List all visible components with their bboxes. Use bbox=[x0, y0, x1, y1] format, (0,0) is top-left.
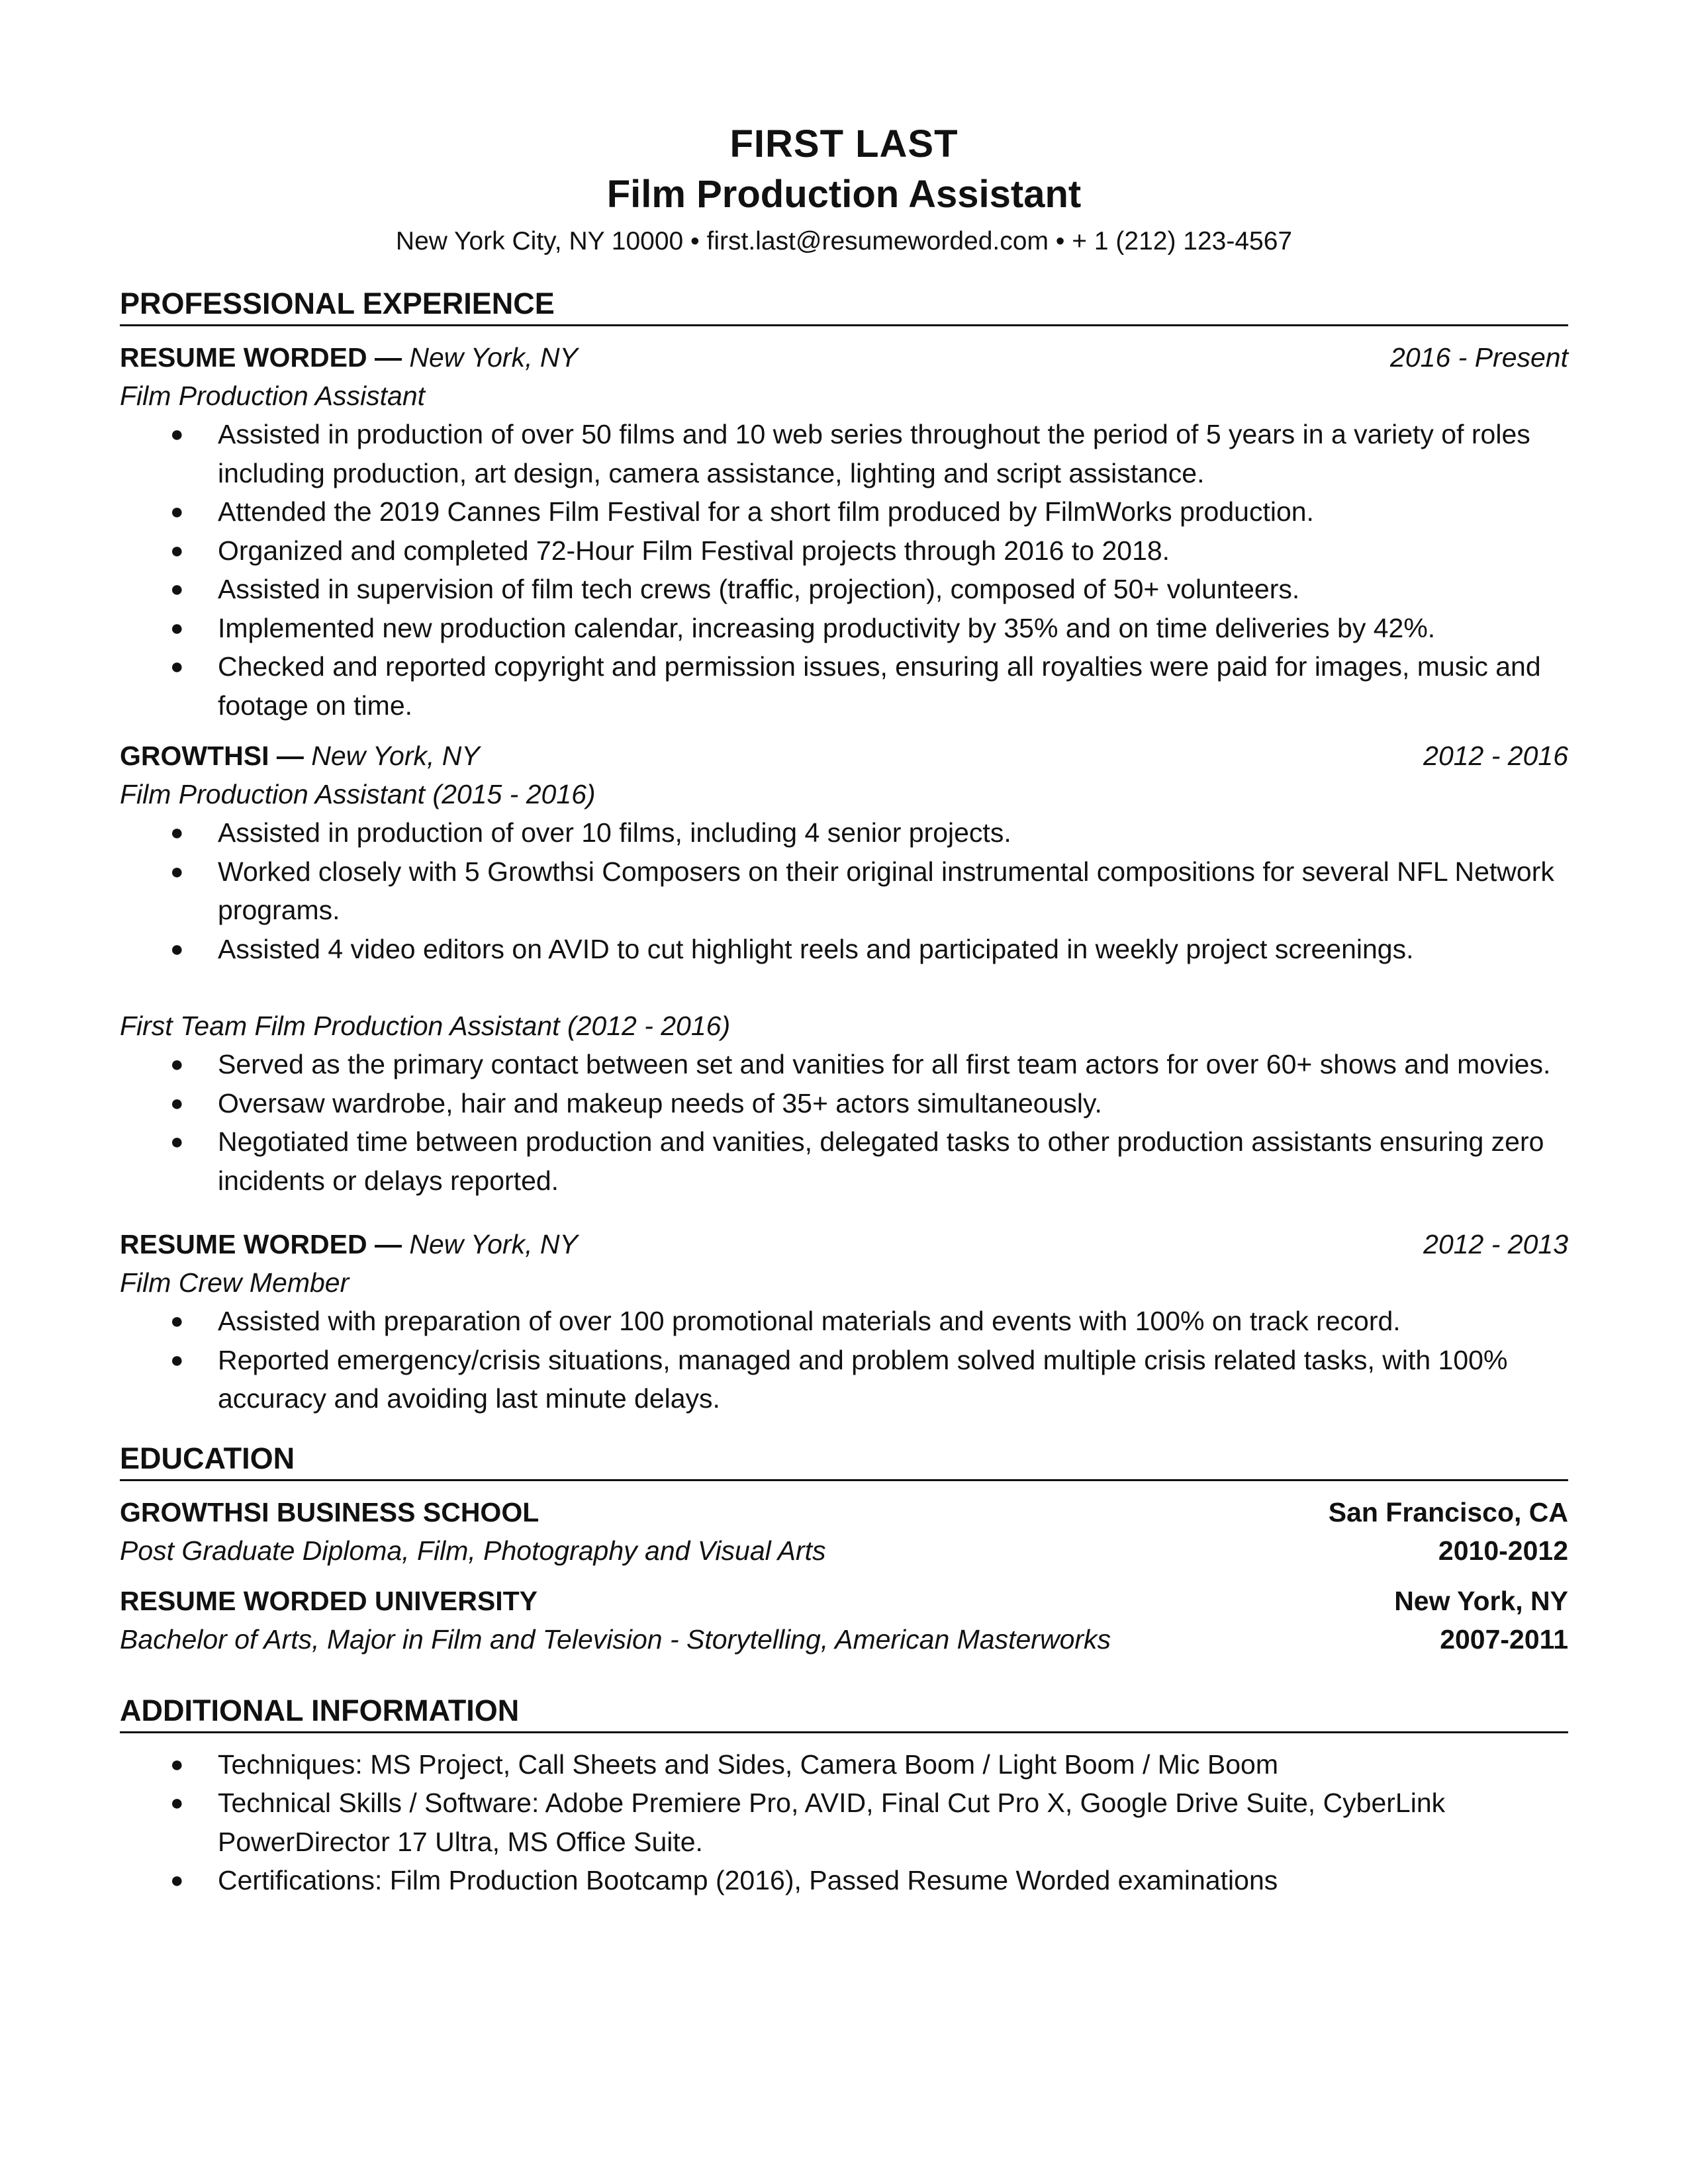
job-location: New York, NY bbox=[409, 342, 578, 373]
bullet-icon: ● bbox=[170, 1052, 184, 1077]
additional-section-title: ADDITIONAL INFORMATION bbox=[120, 1690, 1568, 1733]
list-item: ● Assisted with preparation of over 100 promotional materials and events with 100% on track record. bbox=[120, 1302, 1568, 1341]
school-location: San Francisco, CA bbox=[1328, 1496, 1568, 1527]
job-role-title: Film Production Assistant (2015 - 2016) bbox=[120, 779, 596, 809]
job-dates: 2012 - 2016 bbox=[1423, 741, 1568, 771]
bullet-icon: ● bbox=[170, 1129, 184, 1154]
job-header bbox=[120, 1225, 1568, 1263]
resume-content bbox=[120, 119, 1568, 1900]
bullet-icon: ● bbox=[170, 615, 184, 641]
job-bullets bbox=[120, 415, 1568, 725]
list-item: ● Certifications: Film Production Bootcamp (2016), Passed Resume Worded examinations bbox=[120, 1861, 1568, 1900]
experience-section-title: PROFESSIONAL EXPERIENCE bbox=[120, 283, 1568, 326]
bullet-icon: ● bbox=[170, 1790, 184, 1815]
education-section-title: EDUCATION bbox=[120, 1438, 1568, 1481]
list-item: ● Worked closely with 5 Growthsi Composers on their original instrumental compositions for several NFL Network programs. bbox=[120, 852, 1568, 930]
job-location: New York, NY bbox=[311, 741, 480, 771]
job-company: RESUME WORDED — bbox=[120, 1229, 402, 1259]
job-dates: 2016 - Present bbox=[1390, 342, 1568, 373]
job-role-title: First Team Film Production Assistant (2012 - 2016) bbox=[120, 1011, 731, 1041]
job-role-title: Film Production Assistant bbox=[120, 381, 426, 411]
list-item: ● Negotiated time between production and vanities, delegated tasks to other production assistants ensuring zero incidents or delays reported. bbox=[120, 1122, 1568, 1200]
bullet-icon: ● bbox=[170, 858, 184, 884]
list-item: ● Assisted 4 video editors on AVID to cut highlight reels and participated in weekly project screenings. bbox=[120, 930, 1568, 969]
job-bullets bbox=[120, 813, 1568, 968]
job-role-title: Film Crew Member bbox=[120, 1267, 350, 1298]
list-item: ● Checked and reported copyright and permission issues, ensuring all royalties were paid for images, music and footage on time. bbox=[120, 647, 1568, 725]
job-header bbox=[120, 338, 1568, 377]
bullet-icon: ● bbox=[170, 936, 184, 962]
list-item: ● Served as the primary contact between set and vanities for all first team actors for over 60+ shows and movies. bbox=[120, 1045, 1568, 1084]
contact-line: New York City, NY 10000 • first.last@resumeworded.com • + 1 (212) 123-4567 bbox=[395, 227, 1293, 255]
bullet-icon: ● bbox=[170, 422, 184, 447]
bullet-icon: ● bbox=[170, 1347, 184, 1373]
list-item: ● Assisted in production of over 10 films, including 4 senior projects. bbox=[120, 813, 1568, 852]
resume-header bbox=[120, 119, 1568, 263]
school-degree: Bachelor of Arts, Major in Film and Television - Storytelling, American Masterworks bbox=[120, 1623, 1111, 1655]
job-bullets bbox=[120, 1302, 1568, 1418]
job-bullets bbox=[120, 1045, 1568, 1200]
list-item: ● Assisted in production of over 50 films and 10 web series throughout the period of 5 years in a variety of roles including production, art design, camera assistance, lighting and script assistance. bbox=[120, 415, 1568, 492]
bullet-icon: ● bbox=[170, 654, 184, 679]
school-details bbox=[120, 1531, 1568, 1570]
candidate-name: FIRST LAST bbox=[729, 122, 959, 165]
school-name: RESUME WORDED UNIVERSITY bbox=[120, 1585, 538, 1616]
school-location: New York, NY bbox=[1394, 1585, 1568, 1616]
school-details bbox=[120, 1620, 1568, 1659]
school-degree: Post Graduate Diploma, Film, Photography and Visual Arts bbox=[120, 1535, 826, 1566]
list-item: ● Technical Skills / Software: Adobe Premiere Pro, AVID, Final Cut Pro X, Google Drive Suite, CyberLink PowerDirector 17 Ultra, MS Office Suite. bbox=[120, 1784, 1568, 1861]
bullet-icon: ● bbox=[170, 499, 184, 524]
job-company: RESUME WORDED — bbox=[120, 342, 402, 373]
job-company: GROWTHSI — bbox=[120, 741, 304, 771]
school-dates: 2010-2012 bbox=[1438, 1535, 1568, 1566]
job-header bbox=[120, 737, 1568, 775]
list-item: ● Assisted in supervision of film tech crews (traffic, projection), composed of 50+ volunteers. bbox=[120, 570, 1568, 609]
candidate-title: Film Production Assistant bbox=[606, 173, 1082, 216]
bullet-icon: ● bbox=[170, 1751, 184, 1777]
list-item: ● Oversaw wardrobe, hair and makeup needs of 35+ actors simultaneously. bbox=[120, 1084, 1568, 1123]
school-dates: 2007-2011 bbox=[1440, 1623, 1568, 1655]
job-location: New York, NY bbox=[409, 1229, 578, 1259]
list-item: ● Techniques: MS Project, Call Sheets and Sides, Camera Boom / Light Boom / Mic Boom bbox=[120, 1745, 1568, 1784]
bullet-icon: ● bbox=[170, 820, 184, 845]
bullet-icon: ● bbox=[170, 576, 184, 602]
bullet-icon: ● bbox=[170, 1868, 184, 1893]
job-dates: 2012 - 2013 bbox=[1423, 1229, 1568, 1259]
school-header bbox=[120, 1493, 1568, 1531]
bullet-icon: ● bbox=[170, 537, 184, 563]
list-item: ● Attended the 2019 Cannes Film Festival for a short film produced by FilmWorks production. bbox=[120, 492, 1568, 531]
list-item: ● Reported emergency/crisis situations, managed and problem solved multiple crisis related tasks, with 100% accuracy and avoiding last minute delays. bbox=[120, 1341, 1568, 1418]
school-name: GROWTHSI BUSINESS SCHOOL bbox=[120, 1496, 539, 1527]
bullet-icon: ● bbox=[170, 1308, 184, 1334]
list-item: ● Implemented new production calendar, increasing productivity by 35% and on time deliveries by 42%. bbox=[120, 609, 1568, 648]
list-item: ● Organized and completed 72-Hour Film Festival projects through 2016 to 2018. bbox=[120, 531, 1568, 570]
school-header bbox=[120, 1582, 1568, 1620]
bullet-icon: ● bbox=[170, 1090, 184, 1116]
additional-bullets bbox=[120, 1745, 1568, 1900]
